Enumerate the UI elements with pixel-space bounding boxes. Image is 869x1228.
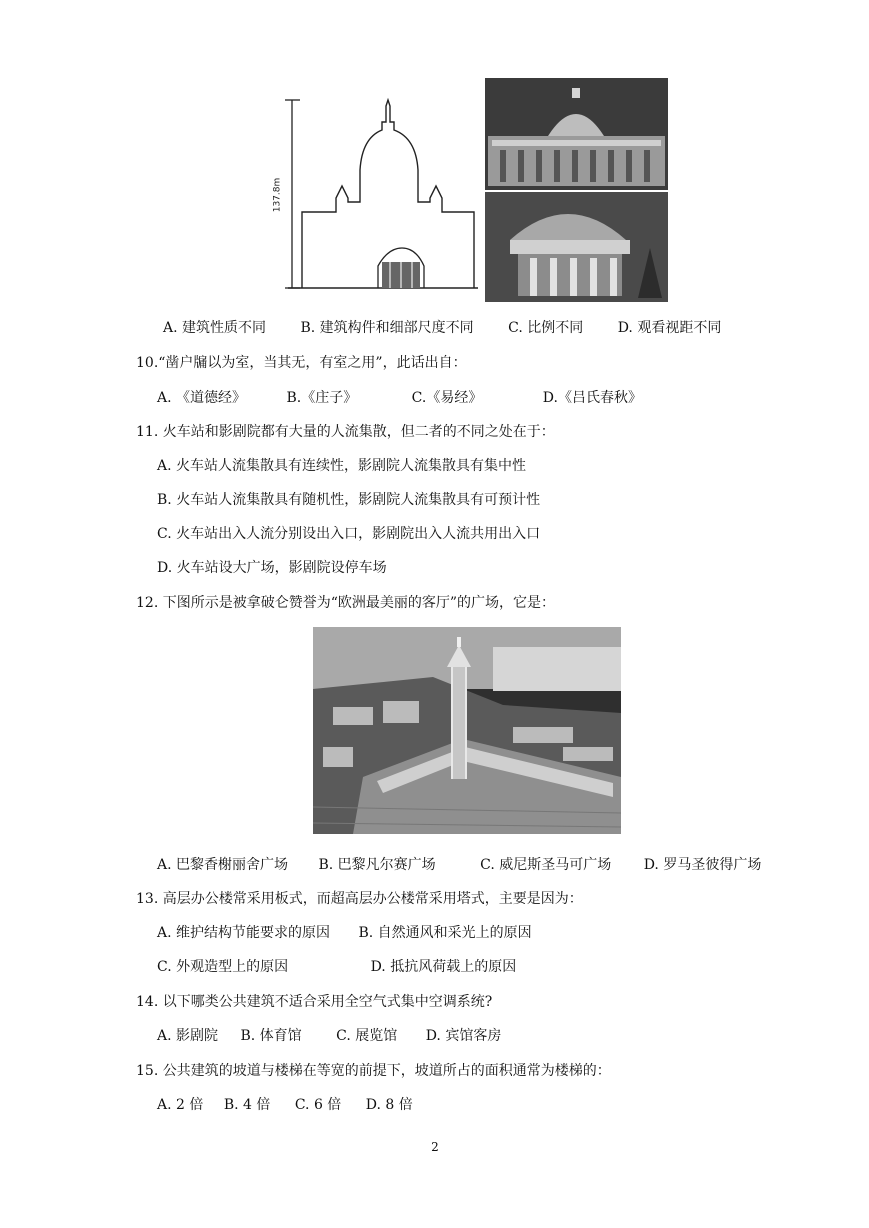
q11-option-d[interactable]: D. 火车站设大广场，影剧院设停车场: [157, 560, 387, 576]
q14-options: [157, 1027, 501, 1045]
page-number: 2: [431, 1140, 439, 1154]
q13-option-b[interactable]: B. 自然通风和采光上的原因: [358, 925, 532, 941]
q15-options: [157, 1096, 413, 1114]
q15-option-a[interactable]: A. 2 倍: [157, 1097, 204, 1113]
aerial-square-photo: [313, 627, 621, 834]
q9-options: [163, 319, 721, 337]
q15-option-c[interactable]: C. 6 倍: [294, 1097, 342, 1113]
q10-option-d[interactable]: D.《吕氏春秋》: [542, 390, 642, 406]
q9-option-c[interactable]: C. 比例不同: [508, 320, 584, 336]
q14-option-d[interactable]: D. 宾馆客房: [425, 1028, 502, 1044]
q9-figure: [272, 78, 668, 302]
q12-option-d[interactable]: D. 罗马圣彼得广场: [643, 857, 762, 873]
q14-stem: 14. 以下哪类公共建筑不适合采用全空气式集中空调系统?: [136, 994, 493, 1010]
scale-label: 137.8m: [272, 177, 283, 213]
q12-option-b[interactable]: B. 巴黎凡尔赛广场: [318, 857, 436, 873]
q11-option-c[interactable]: C. 火车站出入人流分别设出入口，影剧院出入人流共用出入口: [157, 526, 541, 542]
q9-option-a[interactable]: A. 建筑性质不同: [163, 320, 267, 336]
q13-option-d[interactable]: D. 抵抗风荷载上的原因: [370, 959, 517, 975]
q14-option-a[interactable]: A. 影剧院: [157, 1028, 219, 1044]
q12-option-a[interactable]: A. 巴黎香榭丽舍广场: [157, 857, 289, 873]
q13-options-row2: [157, 958, 516, 976]
q10-option-c[interactable]: C.《易经》: [411, 390, 483, 406]
q15-option-b[interactable]: B. 4 倍: [223, 1097, 271, 1113]
q12-figure: [313, 627, 621, 834]
elevation-drawing: [278, 78, 668, 302]
q14-option-b[interactable]: B. 体育馆: [240, 1028, 302, 1044]
q10-option-a[interactable]: A. 《道德经》: [157, 390, 247, 406]
q12-option-c[interactable]: C. 威尼斯圣马可广场: [480, 857, 612, 873]
q15-option-d[interactable]: D. 8 倍: [365, 1097, 413, 1113]
q10-stem: 10.“凿户牖以为室，当其无，有室之用”，此话出自：: [136, 355, 467, 371]
q13-stem: 13. 高层办公楼常采用板式，而超高层办公楼常采用塔式，主要是因为：: [136, 891, 583, 907]
q14-option-c[interactable]: C. 展览馆: [336, 1028, 398, 1044]
q10-options: [157, 389, 642, 407]
q13-option-a[interactable]: A. 维护结构节能要求的原因: [157, 925, 331, 941]
q13-options-row1: [157, 924, 532, 942]
q10-option-b[interactable]: B.《庄子》: [286, 390, 358, 406]
q12-stem: 12. 下图所示是被拿破仑赞誉为“欧洲最美丽的客厅”的广场，它是：: [136, 595, 556, 611]
q13-option-c[interactable]: C. 外观造型上的原因: [157, 959, 289, 975]
q15-stem: 15. 公共建筑的坡道与楼梯在等宽的前提下，坡道所占的面积通常为楼梯的：: [136, 1063, 611, 1079]
q12-options: [157, 856, 761, 874]
q11-option-a[interactable]: A. 火车站人流集散具有连续性，影剧院人流集散具有集中性: [157, 458, 527, 474]
q11-option-b[interactable]: B. 火车站人流集散具有随机性，影剧院人流集散具有可预计性: [157, 492, 541, 508]
q9-option-d[interactable]: D. 观看视距不同: [617, 320, 722, 336]
q9-option-b[interactable]: B. 建筑构件和细部尺度不同: [300, 320, 474, 336]
q11-stem: 11. 火车站和影剧院都有大量的人流集散，但二者的不同之处在于：: [136, 424, 555, 440]
